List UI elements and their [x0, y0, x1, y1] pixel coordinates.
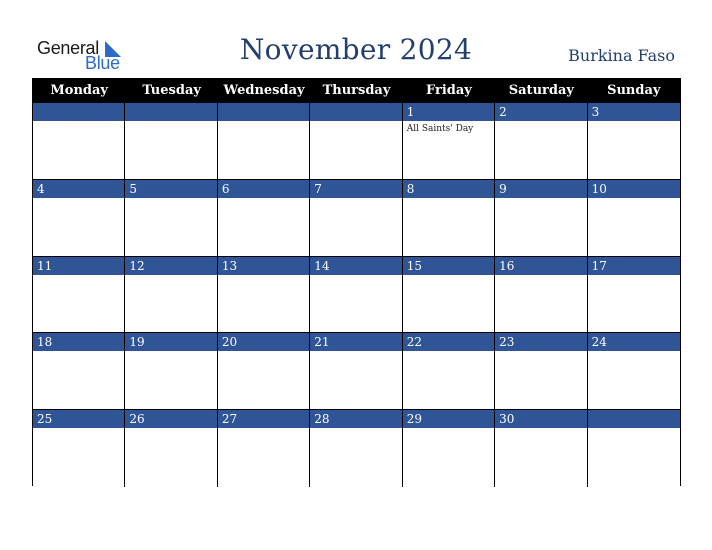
day-number: 6 [218, 180, 309, 198]
day-number: 11 [33, 257, 124, 275]
day-number: 22 [403, 333, 494, 351]
logo-text-blue: Blue [85, 53, 120, 73]
day-number: 4 [33, 180, 124, 198]
day-number: 21 [310, 333, 401, 351]
day-cell-30[interactable] [495, 410, 587, 487]
day-number: 9 [495, 180, 586, 198]
weekday-wednesday: Wednesday [223, 83, 305, 98]
week-row [33, 180, 680, 257]
day-cell-9[interactable] [495, 180, 587, 257]
day-cell-6[interactable] [218, 180, 310, 257]
day-number: 14 [310, 257, 401, 275]
weekday-saturday: Saturday [508, 83, 574, 98]
day-cell-12[interactable] [125, 257, 217, 334]
day-cell-empty[interactable] [588, 410, 680, 487]
week-row [33, 103, 680, 180]
day-number: 30 [495, 410, 586, 428]
day-number: 18 [33, 333, 124, 351]
holiday-label: All Saints' Day [406, 124, 474, 134]
day-number [310, 103, 401, 121]
day-cell-4[interactable] [33, 180, 125, 257]
day-number: 27 [218, 410, 309, 428]
day-number [588, 410, 680, 428]
day-cell-26[interactable] [125, 410, 217, 487]
weekday-friday: Friday [425, 83, 472, 98]
day-number: 28 [310, 410, 401, 428]
week-row [33, 257, 680, 334]
day-cell-7[interactable] [310, 180, 402, 257]
day-number: 8 [403, 180, 494, 198]
day-cell-8[interactable] [403, 180, 495, 257]
day-number: 19 [125, 333, 216, 351]
day-cell-empty[interactable] [218, 103, 310, 180]
calendar-grid [32, 78, 681, 486]
weekday-thursday: Thursday [322, 83, 391, 98]
day-cell-23[interactable] [495, 333, 587, 410]
day-number: 24 [588, 333, 680, 351]
day-number: 10 [588, 180, 680, 198]
day-cell-empty[interactable] [33, 103, 125, 180]
day-cell-10[interactable] [588, 180, 680, 257]
day-number: 29 [403, 410, 494, 428]
day-cell-11[interactable] [33, 257, 125, 334]
day-cell-20[interactable] [218, 333, 310, 410]
day-number: 1 [403, 103, 494, 121]
logo-text-general: General [37, 38, 99, 58]
day-number: 26 [125, 410, 216, 428]
day-number: 3 [588, 103, 680, 121]
day-number: 23 [495, 333, 586, 351]
weeks-container [33, 103, 680, 487]
day-number: 5 [125, 180, 216, 198]
day-cell-21[interactable] [310, 333, 402, 410]
day-number [218, 103, 309, 121]
day-cell-27[interactable] [218, 410, 310, 487]
day-cell-14[interactable] [310, 257, 402, 334]
day-cell-28[interactable] [310, 410, 402, 487]
day-number: 25 [33, 410, 124, 428]
day-cell-1[interactable] [403, 103, 495, 180]
day-cell-5[interactable] [125, 180, 217, 257]
day-number: 12 [125, 257, 216, 275]
weekday-header-row [33, 79, 680, 103]
day-cell-16[interactable] [495, 257, 587, 334]
page-title: November 2024 [239, 33, 473, 66]
day-cell-25[interactable] [33, 410, 125, 487]
day-cell-empty[interactable] [310, 103, 402, 180]
day-cell-3[interactable] [588, 103, 680, 180]
country-label: Burkina Faso [568, 46, 675, 65]
day-cell-2[interactable] [495, 103, 587, 180]
weekday-tuesday: Tuesday [142, 83, 201, 98]
week-row [33, 333, 680, 410]
day-number [125, 103, 216, 121]
day-number: 16 [495, 257, 586, 275]
day-cell-15[interactable] [403, 257, 495, 334]
day-cell-empty[interactable] [125, 103, 217, 180]
day-number [33, 103, 124, 121]
day-number: 17 [588, 257, 680, 275]
day-number: 13 [218, 257, 309, 275]
day-cell-22[interactable] [403, 333, 495, 410]
day-number: 2 [495, 103, 586, 121]
day-number: 15 [403, 257, 494, 275]
day-number: 7 [310, 180, 401, 198]
weekday-sunday: Sunday [607, 83, 661, 98]
day-cell-18[interactable] [33, 333, 125, 410]
day-cell-17[interactable] [588, 257, 680, 334]
day-cell-19[interactable] [125, 333, 217, 410]
day-number: 20 [218, 333, 309, 351]
day-cell-29[interactable] [403, 410, 495, 487]
weekday-monday: Monday [50, 83, 108, 98]
week-row [33, 410, 680, 487]
day-cell-24[interactable] [588, 333, 680, 410]
day-cell-13[interactable] [218, 257, 310, 334]
